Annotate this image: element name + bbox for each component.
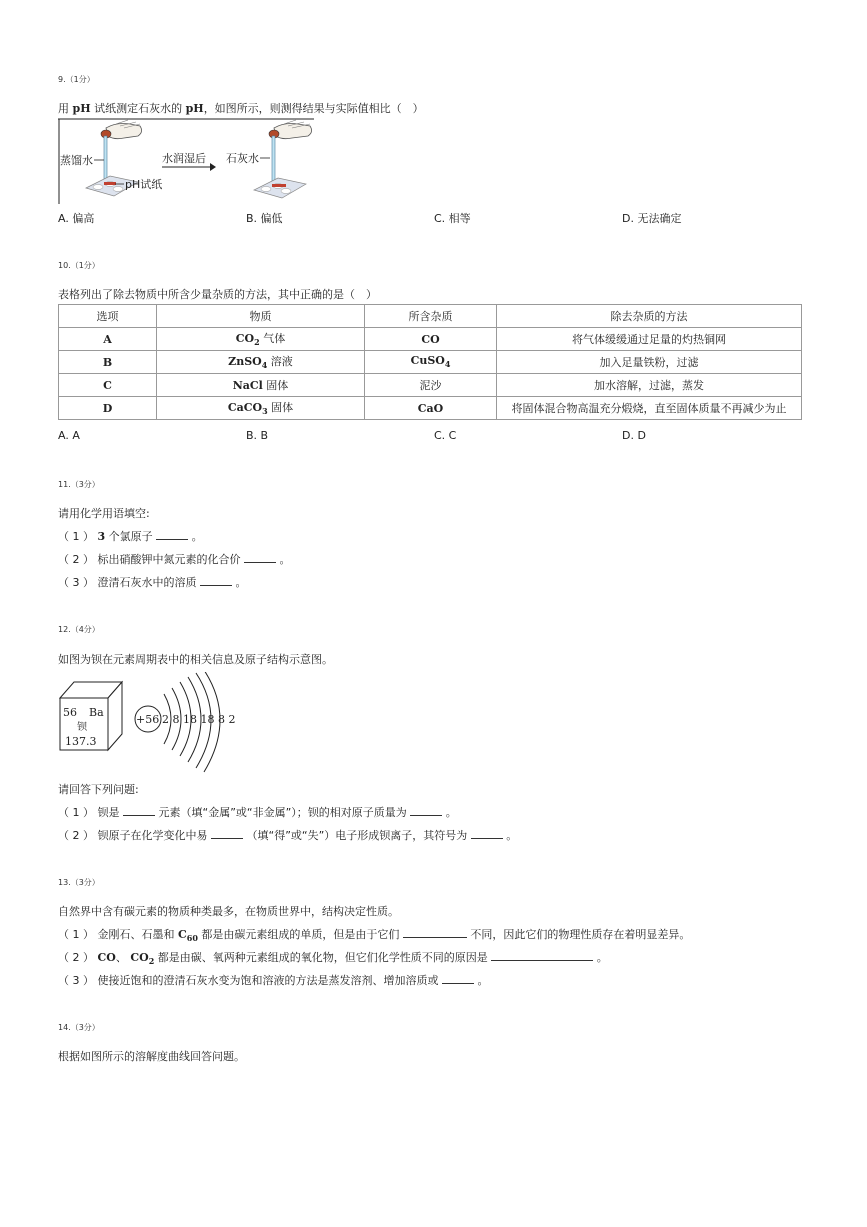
q13-line-2: （ 2 ） CO、 $CO_2$ 都是由碳、氧两种元素组成的氧化物，但它们化学性质不同的原因是 。 (58, 951, 608, 967)
row-impurity: CO (365, 328, 497, 351)
answer-blank[interactable] (211, 829, 243, 839)
atom-structure-diagram (135, 672, 235, 772)
row-option: A (59, 328, 157, 351)
q9-stem (58, 100, 424, 116)
table-row (59, 397, 802, 420)
q14-number: 14.（3分） (58, 1023, 100, 1032)
row-option: B (59, 351, 157, 374)
q10-option-a[interactable]: A. A (58, 429, 80, 442)
row-impurity: CuSO$_4$ (365, 351, 497, 374)
right-arrow-icon (210, 163, 216, 171)
row-method: 加入足量铁粉，过滤 (497, 351, 802, 374)
q11-number: 11.（3分） (58, 480, 100, 489)
table-header-cell: 选项 (59, 305, 157, 328)
q13-line-1: （ 1 ） 金刚石、石墨和 $C_{60}$ 都是由碳元素组成的单质，但是由于它们 不同，因此它们的物理性质存在着明显差异。 (58, 928, 691, 944)
q13-stem: 自然界中含有碳元素的物质种类最多，在物质世界中，结构决定性质。 (58, 905, 399, 918)
q11-stem: 请用化学用语填空: (58, 507, 150, 520)
table-row (59, 328, 802, 351)
q9-option-a[interactable]: A. 偏高 (58, 212, 95, 225)
label-arrow-text: 水润湿后 (162, 152, 206, 165)
answer-blank[interactable] (403, 928, 467, 938)
row-substance: NaCl 固体 (157, 374, 365, 397)
barium-figure (58, 672, 238, 776)
right-hand-icon (269, 120, 312, 139)
table-header-row (59, 305, 802, 328)
q9-option-d[interactable]: D. 无法确定 (622, 212, 682, 225)
q10-option-c[interactable]: C. C (434, 429, 457, 442)
q9-option-b[interactable]: B. 偏低 (246, 212, 283, 225)
row-method: 加水溶解，过滤，蒸发 (497, 374, 802, 397)
q9-stem-post: ，如图所示，则测得结果与实际值相比（ ） (203, 102, 424, 115)
q12-number: 12.（4分） (58, 625, 100, 634)
q13-number: 13.（3分） (58, 878, 100, 887)
answer-blank[interactable] (123, 806, 155, 816)
q12-line-2: （ 2 ） 钡原子在化学变化中易 （填“得”或“失”）电子形成钡离子，其符号为 。 (58, 829, 518, 842)
q9-figure (58, 118, 314, 206)
row-method: 将气体缓缓通过足量的灼热铜网 (497, 328, 802, 351)
label-distilled-water: 蒸馏水 (60, 154, 93, 167)
nucleus-charge: +56 (136, 713, 160, 726)
row-substance: ZnSO$_4$ 溶液 (157, 351, 365, 374)
q9-ph-2: pH (185, 102, 204, 115)
q12-line-1: （ 1 ） 钡是 元素（填“金属”或“非金属”）；钡的相对原子质量为 。 (58, 806, 457, 819)
answer-blank[interactable] (244, 553, 276, 563)
table-header-cell: 除去杂质的方法 (497, 305, 802, 328)
ph-test-illustration (58, 118, 314, 206)
answer-blank[interactable] (410, 806, 442, 816)
answer-blank[interactable] (491, 951, 593, 961)
table-header-cell: 物质 (157, 305, 365, 328)
right-glass-rod (272, 136, 275, 182)
q14-stem: 根据如图所示的溶解度曲线回答问题。 (58, 1050, 245, 1063)
electron-shells: 2 8 18 18 8 2 (162, 713, 236, 726)
left-glass-rod (104, 136, 107, 182)
q9-ph-1: pH (72, 102, 91, 115)
answer-blank[interactable] (442, 974, 474, 984)
q10-option-d[interactable]: D. D (622, 429, 646, 442)
row-method: 将固体混合物高温充分煅烧，直至固体质量不再减少为止 (497, 397, 802, 420)
q10-stem: 表格列出了除去物质中所含少量杂质的方法，其中正确的是（ ） (58, 288, 377, 301)
q13-line-3: （ 3 ） 使接近饱和的澄清石灰水变为饱和溶液的方法是蒸发溶剂、增加溶质或 。 (58, 974, 489, 987)
row-option: D (59, 397, 157, 420)
table-row (59, 351, 802, 374)
q12-ask: 请回答下列问题: (58, 783, 139, 796)
label-lime-water: 石灰水 (226, 152, 259, 165)
q9-stem-pre: 用 (58, 102, 69, 115)
q10-option-b[interactable]: B. B (246, 429, 269, 442)
q12-stem: 如图为钡在元素周期表中的相关信息及原子结构示意图。 (58, 653, 333, 666)
row-impurity: CaO (365, 397, 497, 420)
q9-option-c[interactable]: C. 相等 (434, 212, 471, 225)
row-impurity: 泥沙 (365, 374, 497, 397)
answer-blank[interactable] (156, 530, 188, 540)
impurity-table (58, 304, 802, 420)
element-cell (60, 682, 122, 750)
row-option: C (59, 374, 157, 397)
label-ph-paper: pH试纸 (125, 178, 163, 191)
element-name: 钡 (77, 722, 87, 733)
q11-item-2: （ 2 ） 标出硝酸钾中氮元素的化合价 。 (58, 553, 291, 566)
answer-blank[interactable] (471, 829, 503, 839)
q9-number: 9.（1分） (58, 75, 95, 84)
q11-item-3: （ 3 ） 澄清石灰水中的溶质 。 (58, 576, 247, 589)
q10-number: 10.（1分） (58, 261, 100, 270)
table-header-cell: 所含杂质 (365, 305, 497, 328)
q9-stem-mid: 试纸测定石灰水的 (94, 102, 183, 115)
atomic-mass: 137.3 (65, 735, 97, 748)
element-symbol: Ba (89, 706, 104, 719)
table-row (59, 374, 802, 397)
atomic-number: 56 (63, 706, 77, 719)
right-test-plate (254, 178, 306, 198)
q11-item-1: （ 1 ） 3 个氯原子 。 (58, 530, 203, 543)
row-substance: CaCO$_3$ 固体 (157, 397, 365, 420)
row-substance: $CO_2$ 气体 (157, 328, 365, 351)
answer-blank[interactable] (200, 576, 232, 586)
